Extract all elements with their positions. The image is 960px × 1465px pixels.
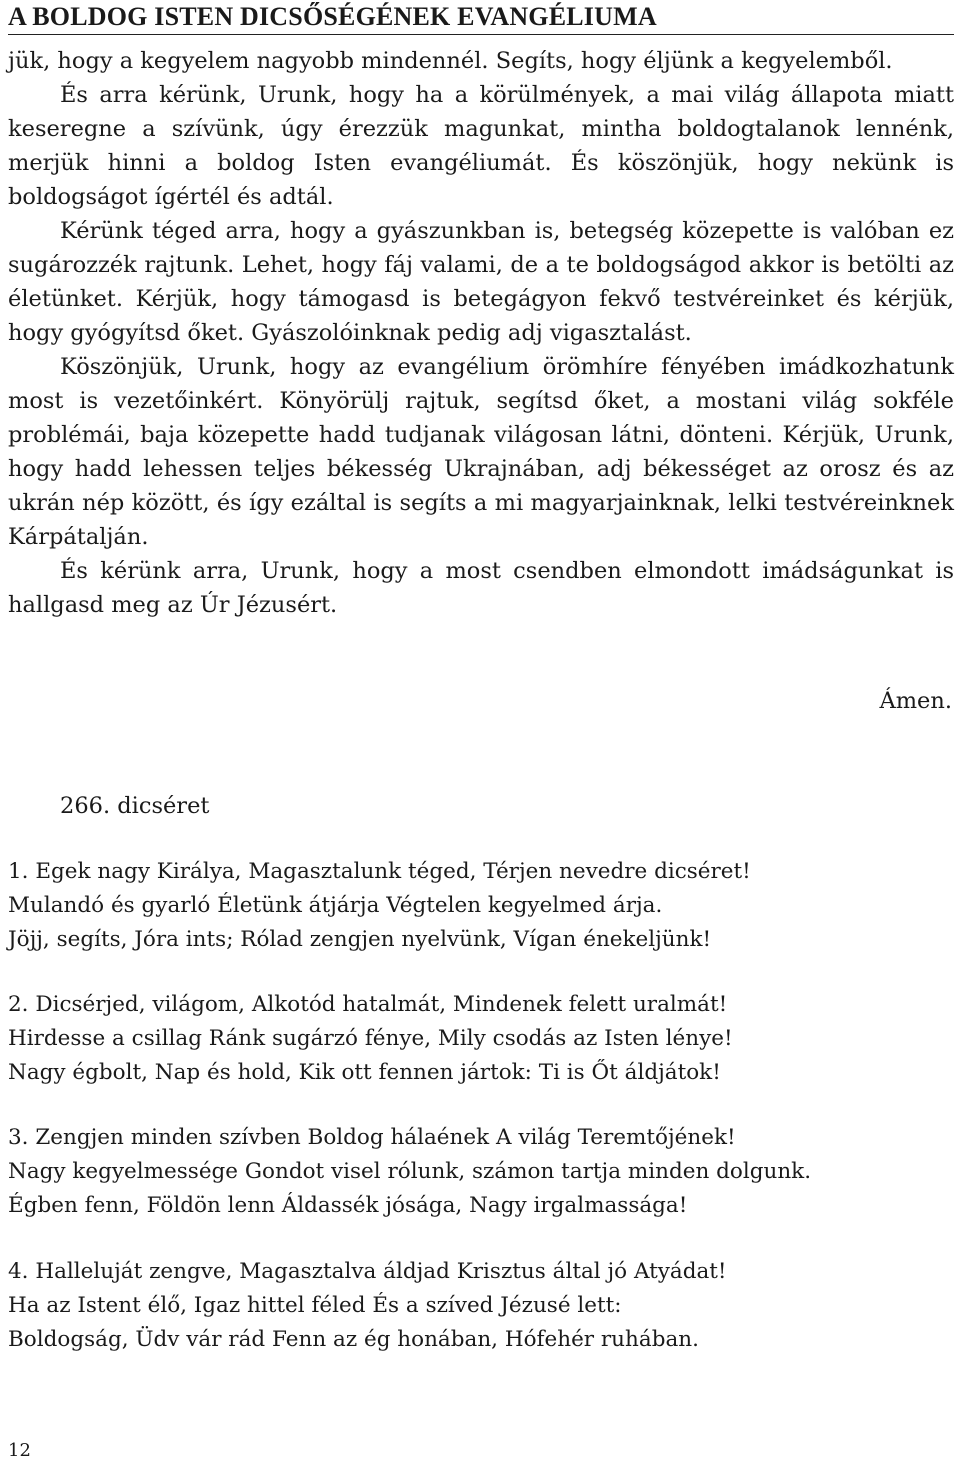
amen-closing: Ámen.	[879, 688, 952, 714]
paragraph: Kérünk téged arra, hogy a gyászunkban is, betegség közepette is valóban ez sugározzék rajtunk. Lehet, hogy fáj valami, de a te boldogságod akkor is betölti az életünket. Kérjük, hogy támogasd is betegágyon fekvő testvéreinket és kérjük, hogy gyógyítsd őket. Gyászolóinknak pedig adj vigasztalást.	[8, 218, 954, 346]
stanza-line: Égben fenn, Földön lenn Áldassék jósága, Nagy irgalmassága!	[8, 1193, 688, 1218]
stanza-line: Mulandó és gyarló Életünk átjárja Végtelen kegyelmed árja.	[8, 893, 663, 918]
running-header	[8, 2, 954, 35]
hymn-stanza-4	[8, 1255, 954, 1357]
stanza-line: Jöjj, segíts, Jóra ints; Rólad zengjen nyelvünk, Vígan énekeljünk!	[8, 927, 712, 952]
paragraph: És arra kérünk, Urunk, hogy ha a körülmények, a mai világ állapota miatt keseregne a szívünk, úgy érezzük magunkat, mintha boldogtalanok lennénk, merjük hinni a boldog Isten evangéliumát. És köszönjük, hogy nekünk is boldogságot ígértél és adtál.	[8, 82, 954, 210]
paragraph: És kérünk arra, Urunk, hogy a most csendben elmondott imádságunkat is hallgasd meg az Úr Jézusért.	[8, 558, 954, 618]
stanza-line: Boldogság, Üdv vár rád Fenn az ég honában, Hófehér ruhában.	[8, 1327, 699, 1352]
stanza-line: Nagy égbolt, Nap és hold, Kik ott fennen jártok: Ti is Őt áldjátok!	[8, 1060, 721, 1085]
stanza-line: Hirdesse a csillag Ránk sugárzó fénye, Mily csodás az Isten lénye!	[8, 1026, 733, 1051]
page-number: 12	[8, 1440, 31, 1461]
hymn-stanza-3	[8, 1121, 954, 1223]
stanza-line: Nagy kegyelmessége Gondot visel rólunk, számon tartja minden dolgunk.	[8, 1159, 812, 1184]
hymn-stanza-2	[8, 988, 954, 1090]
stanza-line: 1. Egek nagy Királya, Magasztalunk téged, Térjen nevedre dicséret!	[8, 859, 751, 884]
hymn-stanza-1	[8, 855, 954, 957]
header-title: A BOLDOG ISTEN DICSŐSÉGÉNEK EVANGÉLIUMA	[8, 2, 657, 31]
stanza-line: Ha az Istent élő, Igaz hittel féled És a szíved Jézusé lett:	[8, 1293, 622, 1318]
stanza-line: 2. Dicsérjed, világom, Alkotód hatalmát, Mindenek felett uralmát!	[8, 992, 728, 1017]
stanza-line: 4. Halleluját zengve, Magasztalva áldjad Krisztus által jó Atyádat!	[8, 1259, 727, 1284]
stanza-line: 3. Zengjen minden szívben Boldog hálaének A világ Teremtőjének!	[8, 1125, 736, 1150]
paragraph-continuation: jük, hogy a kegyelem nagyobb mindennél. Segíts, hogy éljünk a kegyelemből.	[8, 48, 893, 74]
prayer-text	[8, 44, 954, 622]
hymn-title: 266. dicséret	[60, 793, 210, 819]
paragraph: Köszönjük, Urunk, hogy az evangélium örömhíre fényében imádkozhatunk most is vezetőinkért. Könyörülj rajtuk, segítsd őket, a mostani világ sokféle problémái, baja közepette hadd tudjanak világosan látni, dönteni. Kérjük, Urunk, hogy hadd lehessen teljes békesség Ukrajnában, adj békességet az orosz és az ukrán nép között, és így ezáltal is segíts a mi magyarjainknak, lelki testvéreinknek Kárpátalján.	[8, 354, 954, 550]
